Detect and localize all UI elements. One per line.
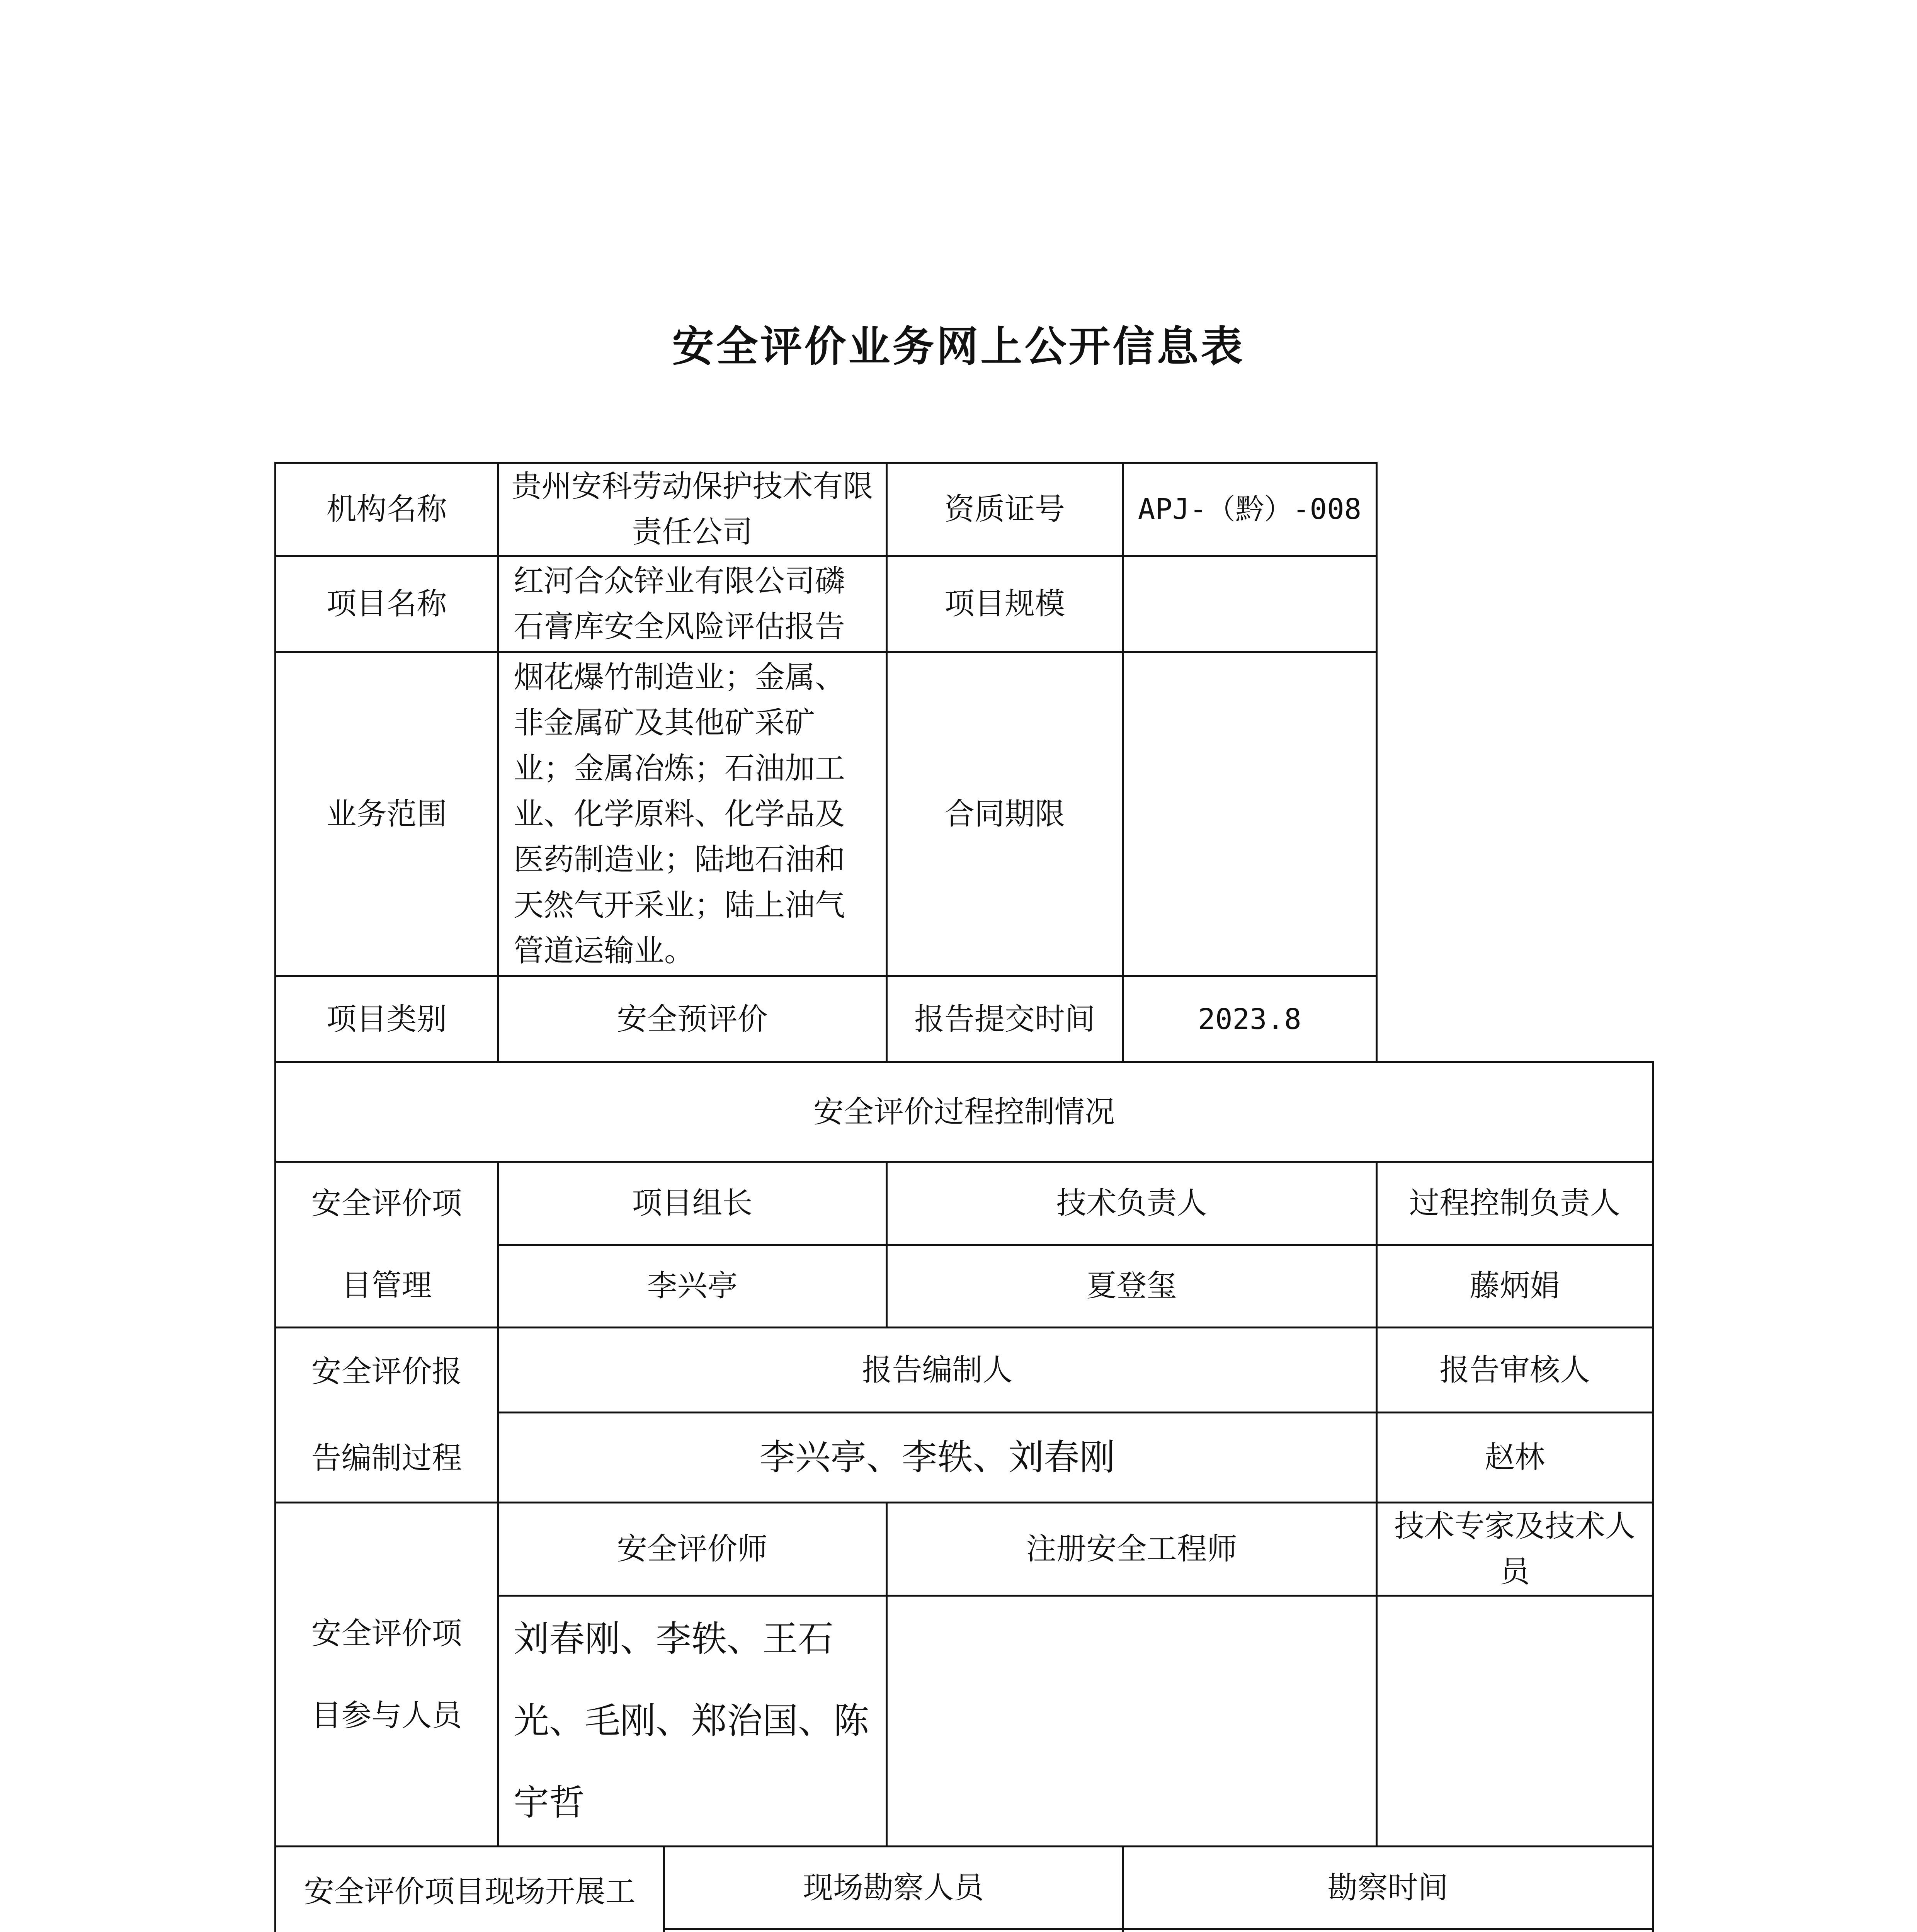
leader-value: 李兴亭 (498, 1245, 887, 1328)
evaluator-label: 安全评价师 (498, 1503, 887, 1596)
org-label: 机构名称 (276, 463, 498, 556)
staff-label: 现场勘察人员 (664, 1847, 1123, 1929)
tech-value: 夏登玺 (887, 1245, 1377, 1328)
row-report-head (276, 1328, 1653, 1413)
row-field-head (276, 1847, 1653, 1929)
info-table (274, 462, 1654, 1932)
row-participants-head (276, 1503, 1653, 1596)
reviewer-value: 赵林 (1377, 1413, 1653, 1503)
expert-label: 技术专家及技术人员 (1377, 1503, 1653, 1596)
submit-label: 报告提交时间 (887, 976, 1123, 1062)
scale-value (1123, 556, 1377, 652)
engineer-label: 注册安全工程师 (887, 1503, 1377, 1596)
scope-label: 业务范围 (276, 652, 498, 976)
page-title: 安全评价业务网上公开信息表 (672, 322, 1245, 371)
author-value: 李兴亭、李轶、刘春刚 (498, 1413, 1377, 1503)
field-label: 安全评价项目现场开展工 (276, 1847, 664, 1932)
reviewer-label: 报告审核人 (1377, 1328, 1653, 1413)
row-category (276, 976, 1653, 1062)
participants-label: 安全评价项目参与人员 (276, 1503, 498, 1847)
row-org (276, 463, 1653, 556)
control-label: 过程控制负责人 (1377, 1162, 1653, 1245)
row-project (276, 556, 1653, 652)
tech-label: 技术负责人 (887, 1162, 1377, 1245)
category-label: 项目类别 (276, 976, 498, 1062)
org-value: 贵州安科劳动保护技术有限责任公司 (498, 463, 887, 556)
project-value: 红河合众锌业有限公司磷石膏库安全风险评估报告 (498, 556, 887, 652)
row-scope (276, 652, 1653, 976)
staff-value (664, 1929, 1123, 1932)
expert-value (1377, 1596, 1653, 1847)
submit-value: 2023.8 (1123, 976, 1377, 1062)
evaluator-value: 刘春刚、李轶、王石光、毛刚、郑治国、陈宇哲 (498, 1596, 887, 1847)
time-value (1123, 1929, 1653, 1932)
row-management-head (276, 1162, 1653, 1245)
project-label: 项目名称 (276, 556, 498, 652)
row-section-title (276, 1062, 1653, 1162)
scale-label: 项目规模 (887, 556, 1123, 652)
process-section-title: 安全评价过程控制情况 (276, 1062, 1653, 1162)
author-label: 报告编制人 (498, 1328, 1377, 1413)
leader-label: 项目组长 (498, 1162, 887, 1245)
engineer-value (887, 1596, 1377, 1847)
control-value: 藤炳娟 (1377, 1245, 1653, 1328)
contract-label: 合同期限 (887, 652, 1123, 976)
report-label: 安全评价报告编制过程 (276, 1328, 498, 1503)
contract-value (1123, 652, 1377, 976)
time-label: 勘察时间 (1123, 1847, 1653, 1929)
management-label: 安全评价项目管理 (276, 1162, 498, 1328)
cert-label: 资质证号 (887, 463, 1123, 556)
cert-value: APJ-（黔）-008 (1123, 463, 1377, 556)
scope-value: 烟花爆竹制造业；金属、非金属矿及其他矿采矿业；金属冶炼；石油加工业、化学原料、化学品及医药制造业；陆地石油和天然气开采业；陆上油气管道运输业。 (498, 652, 887, 976)
category-value: 安全预评价 (498, 976, 887, 1062)
